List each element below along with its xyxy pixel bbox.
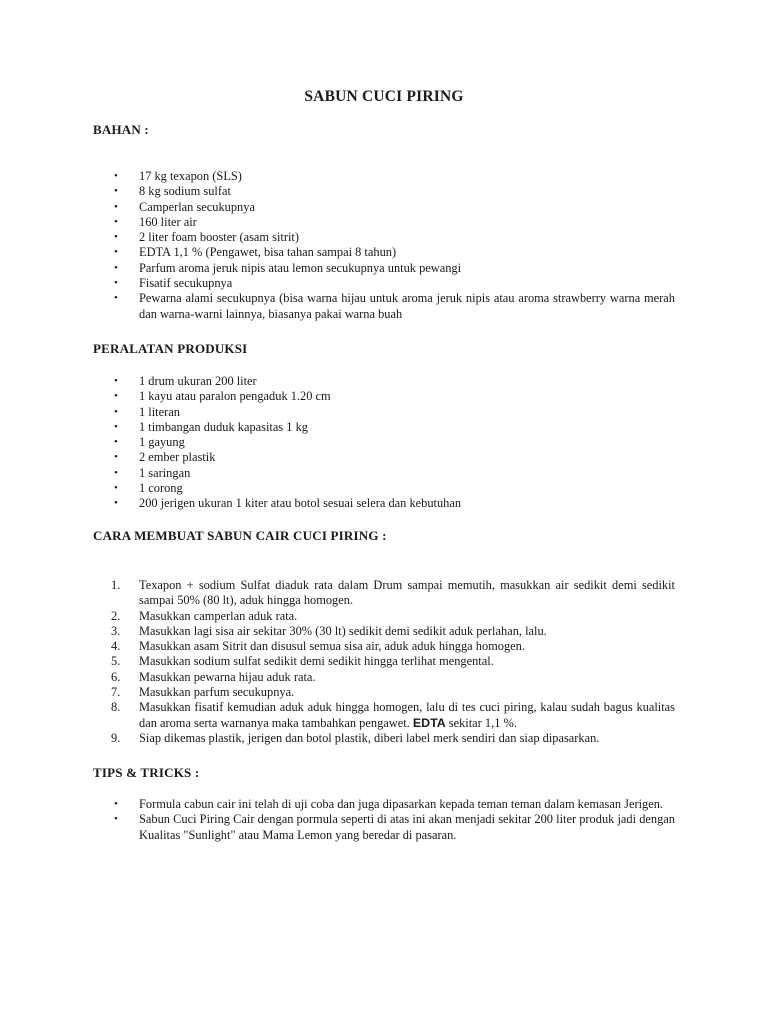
list-item: • 1 saringan xyxy=(93,466,675,481)
bahan-list xyxy=(93,169,675,322)
list-item: • Fisatif secukupnya xyxy=(93,276,675,291)
peralatan-list xyxy=(93,374,675,512)
section-heading-peralatan: PERALATAN PRODUKSI xyxy=(93,341,248,356)
list-item: • Camperlan secukupnya xyxy=(93,200,675,215)
list-item: • 2 ember plastik xyxy=(93,450,675,465)
list-item: • 1 literan xyxy=(93,405,675,420)
list-item: • 1 corong xyxy=(93,481,675,496)
step-text: Texapon + sodium Sulfat diaduk rata dalam Drum sampai memutih, masukkan air sedikit demi sedikit sampai 50% (80 lt), aduk hingga homogen. xyxy=(139,578,675,608)
step-item xyxy=(93,654,675,669)
list-item: • 1 timbangan duduk kapasitas 1 kg xyxy=(93,420,675,435)
section-heading-bahan: BAHAN : xyxy=(93,122,149,137)
list-item: • 160 liter air xyxy=(93,215,675,230)
step-text: Masukkan asam Sitrit dan disusul semua sisa air, aduk aduk hingga homogen. xyxy=(139,639,525,654)
step-item xyxy=(93,578,675,609)
step-item xyxy=(93,670,675,685)
step-item xyxy=(93,624,675,639)
step-text: Masukkan lagi sisa air sekitar 30% (30 lt) sedikit demi sedikit aduk perlahan, lalu. xyxy=(139,623,547,638)
step-text: Masukkan pewarna hijau aduk rata. xyxy=(139,669,316,684)
step-text: Masukkan parfum secukupnya. xyxy=(139,685,295,700)
list-item: • 1 gayung xyxy=(93,435,675,450)
list-item: • 17 kg texapon (SLS) xyxy=(93,169,675,184)
step-text: Masukkan fisatif kemudian aduk aduk hingga homogen, lalu di tes cuci piring, kalau sudah bagus kualitas dan aroma serta warnanya maka tambahkan pengawet. xyxy=(139,700,675,730)
list-item: • EDTA 1,1 % (Pengawet, bisa tahan sampai 8 tahun) xyxy=(93,245,675,260)
step-number: 8. xyxy=(111,700,121,715)
list-item: • Sabun Cuci Piring Cair dengan pormula seperti di atas ini akan menjadi sekitar 200 liter produk jadi dengan Kualitas "Sunlight" atau Mama Lemon yang beredar di pasaran. xyxy=(93,812,675,843)
step-text: Siap dikemas plastik, jerigen dan botol plastik, diberi label merk sendiri dan siap dipasarkan. xyxy=(139,730,600,745)
step-item xyxy=(93,731,675,746)
step-number: 5. xyxy=(111,654,121,669)
cara-steps-list xyxy=(93,578,675,746)
list-item: • Pewarna alami secukupnya (bisa warna hijau untuk aroma jeruk nipis atau aroma strawberry warna merah dan warna-warni lainnya, biasanya pakai warna buah xyxy=(93,291,675,322)
list-item: • Formula cabun cair ini telah di uji coba dan juga dipasarkan kepada teman teman dalam kemasan Jerigen. xyxy=(93,797,675,812)
step-number: 7. xyxy=(111,685,121,700)
step-item xyxy=(93,685,675,700)
step-item xyxy=(93,639,675,654)
section-heading-tips: TIPS & TRICKS : xyxy=(93,765,200,780)
step-number: 6. xyxy=(111,669,121,684)
list-item: • 2 liter foam booster (asam sitrit) xyxy=(93,230,675,245)
step-number: 2. xyxy=(111,608,121,623)
list-item: • 200 jerigen ukuran 1 kiter atau botol sesuai selera dan kebutuhan xyxy=(93,496,675,511)
step-text-tail: sekitar 1,1 %. xyxy=(448,715,517,730)
document-title: SABUN CUCI PIRING xyxy=(304,88,464,105)
list-item: • 1 drum ukuran 200 liter xyxy=(93,374,675,389)
edta-bold-text: EDTA xyxy=(412,715,446,730)
step-number: 3. xyxy=(111,623,121,638)
step-number: 4. xyxy=(111,639,121,654)
step-text: Masukkan sodium sulfat sedikit demi sedikit hingga terlihat mengental. xyxy=(139,654,494,669)
list-item: • 1 kayu atau paralon pengaduk 1.20 cm xyxy=(93,389,675,404)
step-number: 1. xyxy=(111,578,121,592)
list-item: • 8 kg sodium sulfat xyxy=(93,184,675,199)
step-text: Masukkan camperlan aduk rata. xyxy=(139,608,298,623)
section-heading-cara: CARA MEMBUAT SABUN CAIR CUCI PIRING : xyxy=(93,528,387,543)
step-item xyxy=(93,609,675,624)
step-item xyxy=(93,700,675,731)
list-item: • Parfum aroma jeruk nipis atau lemon secukupnya untuk pewangi xyxy=(93,261,675,276)
step-number: 9. xyxy=(111,730,121,745)
tips-list xyxy=(93,797,675,843)
